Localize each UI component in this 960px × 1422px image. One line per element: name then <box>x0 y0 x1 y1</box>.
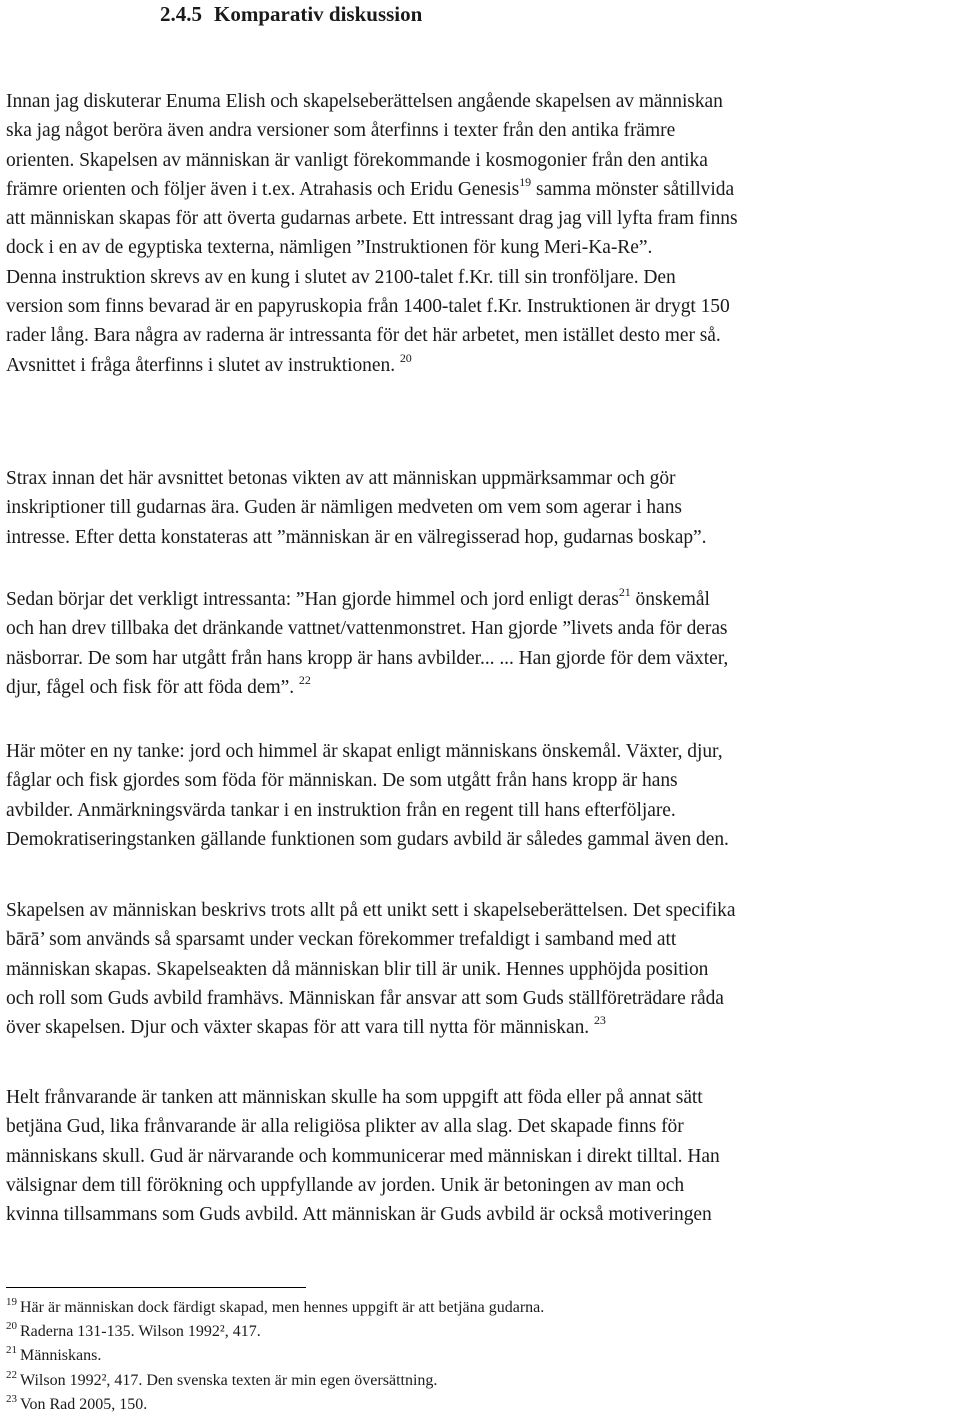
footnote-list <box>6 1296 544 1417</box>
text-segment: över skapelsen. Djur och växter skapas för att vara till nytta för människan. <box>6 1017 590 1039</box>
text-line: Helt frånvarande är tanken att människan skulle ha som uppgift att föda eller på annat sätt <box>6 1087 703 1108</box>
paragraph-2 <box>6 464 958 552</box>
text-segment: djur, fågel och fisk för att föda dem”. <box>6 676 295 698</box>
paragraph-1 <box>6 87 958 380</box>
text-line: version som finns bevarad är en papyruskopia från 1400-talet f.Kr. Instruktionen är drygt 150 <box>6 296 730 318</box>
footnote-21 <box>6 1344 544 1368</box>
text-line: Denna instruktion skrevs av en kung i slutet av 2100-talet f.Kr. till sin tronföljare. Den <box>6 266 676 288</box>
footnote-ref-22: 22 <box>298 672 311 687</box>
text-line: Strax innan det här avsnittet betonas vikten av att människan uppmärksammar och gör <box>6 468 676 489</box>
text-line: välsignar dem till förökning och uppfyllande av jorden. Unik är betoningen av man och <box>6 1174 685 1196</box>
text-line: människans skull. Gud är närvarande och kommunicerar med människan i direkt tilltal. Han <box>6 1145 720 1167</box>
footnote-number: 21 <box>6 1344 17 1357</box>
text-line: Innan jag diskuterar Enuma Elish och skapelseberättelsen angående skapelsen av människan <box>6 91 723 112</box>
text-segment: främre orienten och följer även i t.ex. Atrahasis och Eridu Genesis <box>6 178 520 200</box>
text-line <box>6 351 958 380</box>
text-line: människan skapas. Skapelseakten då människan blir till är unik. Hennes upphöjda position <box>6 958 709 980</box>
paragraph-5 <box>6 896 958 1042</box>
footnote-number: 19 <box>6 1296 17 1308</box>
text-line: Skapelsen av människan beskrivs trots allt på ett unikt sett i skapelseberättelsen. Det specifika <box>6 900 736 921</box>
text-line: rader lång. Bara några av raderna är intressanta för det här arbetet, men istället desto mer så. <box>6 325 721 347</box>
text-line: bārā’ som används så sparsamt under veckan förekommer trefaldigt i samband med att <box>6 929 677 951</box>
footnote-20 <box>6 1320 544 1344</box>
text-line <box>6 175 958 204</box>
footnote-number: 23 <box>6 1392 17 1405</box>
footnote-divider <box>6 1287 306 1288</box>
text-line <box>6 673 958 702</box>
footnote-ref-21: 21 <box>618 585 631 599</box>
text-line: att människan skapas för att överta gudarnas arbete. Ett intressant drag jag vill lyfta fram finns <box>6 208 738 230</box>
paragraph-6 <box>6 1083 958 1229</box>
footnote-ref-20: 20 <box>399 350 412 365</box>
section-heading <box>160 2 422 26</box>
text-line: och han drev tillbaka det dränkande vattnet/vattenmonstret. Han gjorde ”livets anda för deras <box>6 618 728 640</box>
text-line: fåglar och fisk gjordes som föda för människan. De som utgått från hans kropp är hans <box>6 770 678 792</box>
text-segment: samma mönster såtillvida <box>531 178 735 200</box>
text-line: dock i en av de egyptiska texterna, nämligen ”Instruktionen för kung Meri-Ka-Re”. <box>6 237 653 259</box>
text-line: betjäna Gud, lika frånvarande är alla religiösa plikter av alla slag. Det skapade finns för <box>6 1116 684 1138</box>
text-line: och roll som Guds avbild framhävs. Människan får ansvar att som Guds ställföreträdare råda <box>6 987 724 1009</box>
text-line: orienten. Skapelsen av människan är vanligt förekommande i kosmogonier från den antika <box>6 149 708 171</box>
text-line: intresse. Efter detta konstateras att ”människan är en välregisserad hop, gudarnas boskap”. <box>6 526 707 548</box>
footnote-text: Von Rad 2005, 150. <box>20 1395 148 1413</box>
footnote-text: Människans. <box>20 1347 102 1365</box>
text-segment: Avsnittet i fråga återfinns i slutet av instruktionen. <box>6 354 396 376</box>
footnote-number: 22 <box>6 1368 17 1381</box>
paragraph-3 <box>6 585 958 702</box>
text-line <box>6 1013 958 1042</box>
section-title: Komparativ diskussion <box>214 2 423 26</box>
text-line: Demokratiseringstanken gällande funktionen som gudars avbild är således gammal även den. <box>6 828 729 850</box>
text-line: ska jag något beröra även andra versioner som återfinns i texter från den antika främre <box>6 120 676 142</box>
text-line: inskriptioner till gudarnas ära. Guden är nämligen medveten om vem som agerar i hans <box>6 497 682 519</box>
text-line: kvinna tillsammans som Guds avbild. Att människan är Guds avbild är också motiveringen <box>6 1204 712 1226</box>
footnote-text: Wilson 1992², 417. Den svenska texten är min egen översättning. <box>20 1371 438 1389</box>
footnote-ref-23: 23 <box>593 1013 606 1028</box>
footnote-22 <box>6 1369 544 1393</box>
footnote-23 <box>6 1393 544 1417</box>
paragraph-4 <box>6 737 958 854</box>
footnote-ref-19: 19 <box>519 174 532 189</box>
text-line: näsborrar. De som har utgått från hans kropp är hans avbilder... ... Han gjorde för dem växter, <box>6 647 729 669</box>
text-segment: Sedan börjar det verkligt intressanta: ”Han gjorde himmel och jord enligt deras <box>6 589 619 610</box>
footnote-text: Här är människan dock färdigt skapad, men hennes uppgift är att betjäna gudarna. <box>20 1299 545 1316</box>
text-line: Här möter en ny tanke: jord och himmel är skapat enligt människans önskemål. Växter, djur, <box>6 741 723 762</box>
footnote-text: Raderna 131-135. Wilson 1992², 417. <box>20 1323 261 1341</box>
section-number: 2.4.5 <box>160 2 202 26</box>
text-line: avbilder. Anmärkningsvärda tankar i en instruktion från en regent till hans efterföljare. <box>6 799 676 821</box>
text-line <box>6 585 958 614</box>
text-segment: önskemål <box>630 589 710 610</box>
footnote-number: 20 <box>6 1320 17 1333</box>
footnote-19 <box>6 1296 544 1320</box>
